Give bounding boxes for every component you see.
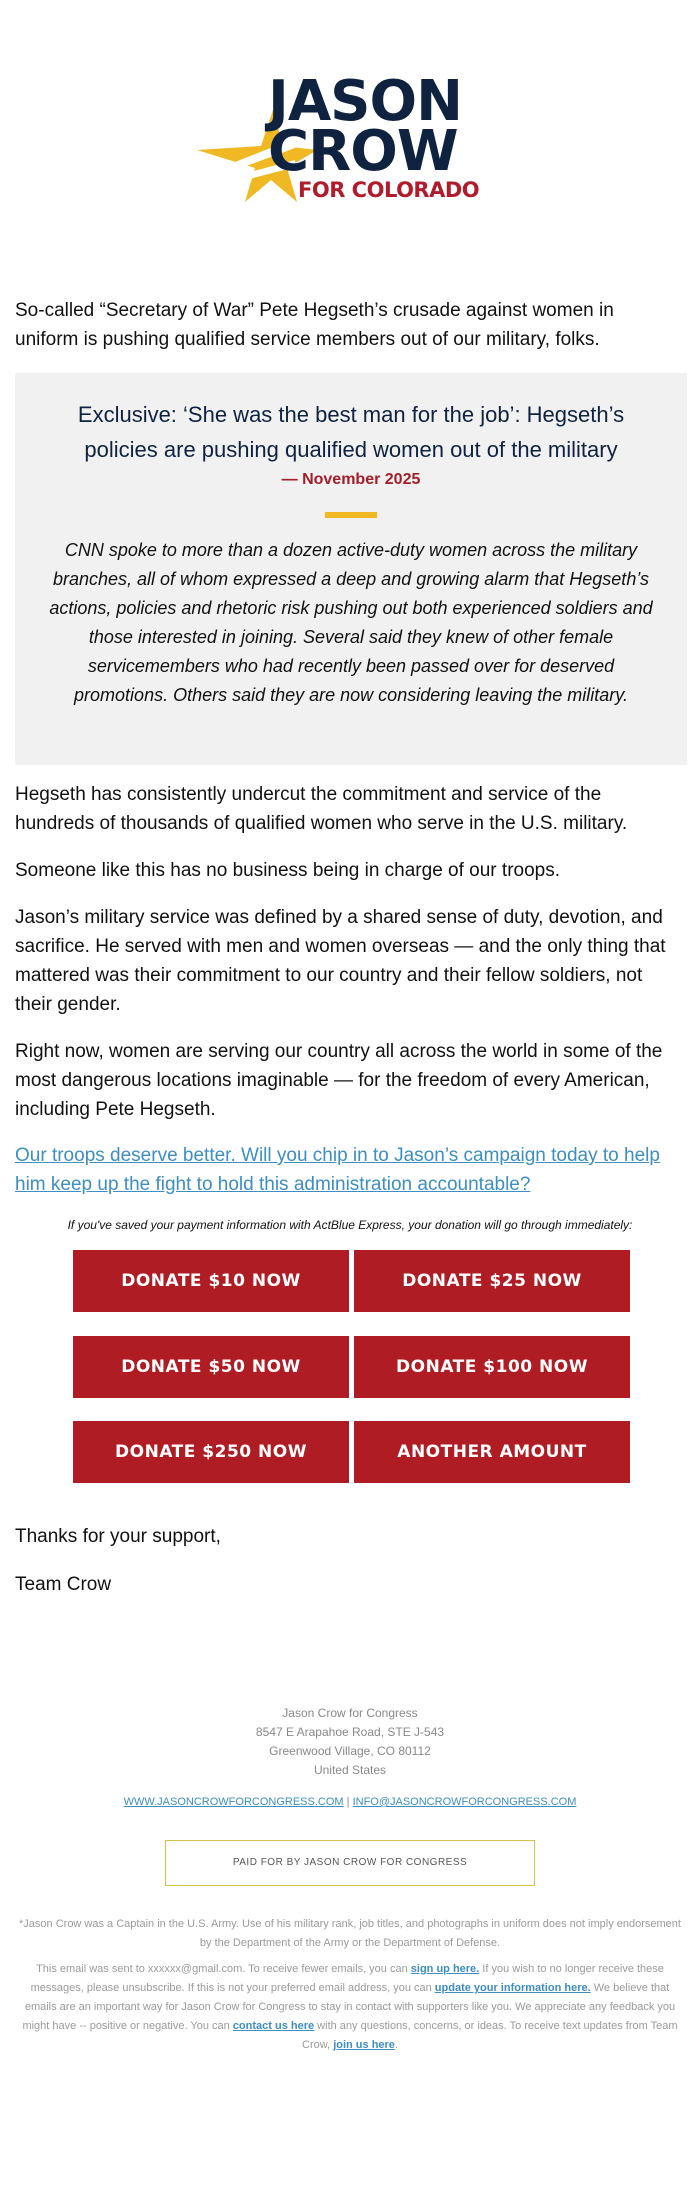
quote-divider <box>325 512 377 518</box>
footer-org: Jason Crow for Congress <box>282 1706 418 1720</box>
donate-50-button[interactable]: DONATE $50 NOW <box>73 1336 349 1398</box>
paid-for-disclaimer-box: PAID FOR BY JASON CROW FOR CONGRESS <box>165 1840 535 1886</box>
donate-100-button[interactable]: DONATE $100 NOW <box>354 1336 630 1398</box>
news-quote-box <box>15 373 687 765</box>
campaign-logo <box>0 70 700 210</box>
footer-address <box>0 1704 700 1780</box>
body-paragraph-2: Someone like this has no business being in charge of our troops. <box>15 860 560 881</box>
email-link[interactable]: INFO@JASONCROWFORCONGRESS.COM <box>352 1796 577 1808</box>
footer-links <box>0 1796 700 1808</box>
unsub-text-5: . <box>394 2039 398 2051</box>
link-separator: | <box>346 1796 350 1808</box>
unsub-text-2: If you wish to no longer receive these messages, please unsubscribe. If this is not your preferred email address, you can <box>30 1963 664 1994</box>
quote-excerpt: CNN spoke to more than a dozen active-duty women across the military branches, all of whom expressed a deep and growing alarm that Hegseth’s actions, policies and rhetoric risk pushing out both experienced soldiers and those interested in joining. Several said they knew of other female servicemembers who had recently been passed over for deserved promotions. Others said they are now considering leaving the military. <box>49 540 653 705</box>
unsub-text-4: with any questions, concerns, or ideas. To receive text updates from Team Crow, <box>302 2020 678 2051</box>
body-paragraph-4: Right now, women are serving our country all across the world in some of the most dangerous locations imaginable — for the freedom of every American, including Pete Hegseth. <box>15 1041 663 1120</box>
actblue-express-note: If you've saved your payment information with ActBlue Express, your donation will go through immediately: <box>67 1218 633 1232</box>
contact-us-link[interactable]: contact us here <box>232 2020 315 2032</box>
cta-paragraph <box>15 1141 680 1199</box>
website-link[interactable]: WWW.JASONCROWFORCONGRESS.COM <box>123 1796 344 1808</box>
unsub-text-1: This email was sent to xxxxxx@gmail.com. To receive fewer emails, you can <box>36 1963 411 1975</box>
donate-other-amount-button[interactable]: ANOTHER AMOUNT <box>354 1421 630 1483</box>
signoff-thanks: Thanks for your support, <box>15 1526 221 1547</box>
unsubscribe-notice <box>15 1960 685 2055</box>
quote-headline: Exclusive: ‘She was the best man for the job’: Hegseth’s policies are pushing qualified women out of the military <box>77 402 625 462</box>
quote-date: — November 2025 <box>281 471 421 488</box>
military-disclaimer: *Jason Crow was a Captain in the U.S. Army. Use of his military rank, job titles, and photographs in uniform does not imply endorsement by the Department of the Army or the Department of Defense. <box>19 1918 681 1949</box>
unsub-text-3: We believe that emails are an important way for Jason Crow for Congress to stay in contact with supporters like you. We appreciate any feedback you might have -- positive or negative. You can <box>22 1982 676 2032</box>
donate-cta-link[interactable]: Our troops deserve better. Will you chip in to Jason’s campaign today to help him keep up the fight to hold this administration accountable? <box>15 1145 660 1195</box>
donate-10-button[interactable]: DONATE $10 NOW <box>73 1250 349 1312</box>
body-paragraph-1: Hegseth has consistently undercut the commitment and service of the hundreds of thousands of qualified women who serve in the U.S. military. <box>15 784 628 834</box>
signoff-team: Team Crow <box>15 1574 112 1595</box>
donate-25-button[interactable]: DONATE $25 NOW <box>354 1250 630 1312</box>
update-info-link[interactable]: update your information here. <box>434 1982 591 1994</box>
intro-paragraph: So-called “Secretary of War” Pete Hegseth’s crusade against women in uniform is pushing qualified service members out of our military, folks. <box>15 300 614 350</box>
sign-up-link[interactable]: sign up here. <box>410 1963 480 1975</box>
footer-street: 8547 E Arapahoe Road, STE J-543 <box>255 1725 445 1739</box>
footer-city: Greenwood Village, CO 80112 <box>269 1744 431 1758</box>
body-paragraph-3: Jason’s military service was defined by a shared sense of duty, devotion, and sacrifice. He served with men and women overseas — and the only thing that mattered was their commitment to our country and their fellow soldiers, not their gender. <box>15 907 666 1015</box>
logo-line-for-colorado: FOR COLORADO <box>298 178 480 202</box>
donate-250-button[interactable]: DONATE $250 NOW <box>73 1421 349 1483</box>
logo-line-jason: JASON <box>268 69 462 134</box>
join-us-link[interactable]: join us here <box>333 2039 395 2051</box>
footer-country: United States <box>313 1763 387 1777</box>
logo-line-crow: CROW <box>268 119 458 184</box>
